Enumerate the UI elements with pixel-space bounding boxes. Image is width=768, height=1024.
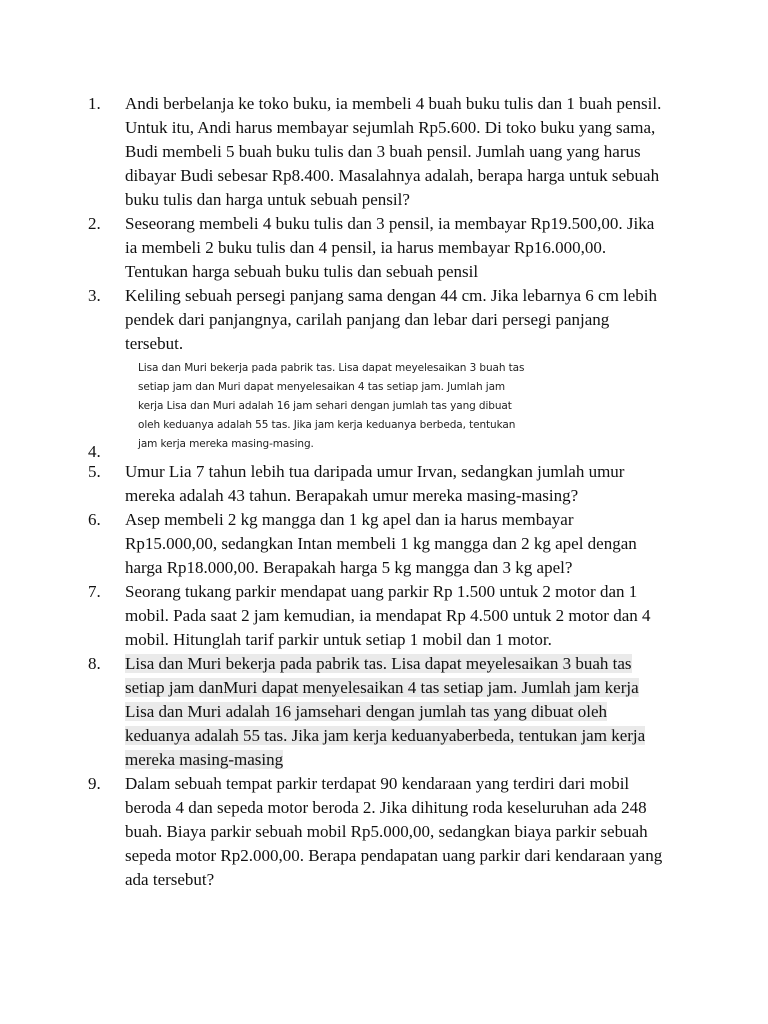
embedded-question-image bbox=[138, 359, 528, 454]
question-text: Umur Lia 7 tahun lebih tua daripada umur Irvan, sedangkan jumlah umur mereka adalah 43 tahun. Berapakah umur mereka masing-masing? bbox=[125, 462, 625, 505]
question-number: 3. bbox=[88, 286, 101, 305]
question-text-wrapper bbox=[125, 652, 665, 772]
embedded-text-line: setiap jam dan Muri dapat menyelesaikan 4 tas setiap jam. Jumlah jam bbox=[138, 381, 506, 393]
question-text: Dalam sebuah tempat parkir terdapat 90 kendaraan yang terdiri dari mobil beroda 4 dan sepeda motor beroda 2. Jika dihitung roda keseluruhan ada 248 buah. Biaya parkir sebuah mobil Rp5.000,00, sedangkan biaya parkir sebuah sepeda motor Rp2.000,00. Berapa pendapatan uang parkir dari kendaraan yang ada tersebut? bbox=[125, 774, 663, 889]
embedded-text-line: jam kerja mereka masing-masing. bbox=[138, 438, 314, 450]
question-text: Keliling sebuah persegi panjang sama dengan 44 cm. Jika lebarnya 6 cm lebih pendek dari panjangnya, carilah panjang dan lebar dari persegi panjang tersebut. bbox=[125, 286, 658, 353]
question-number: 2. bbox=[88, 214, 101, 233]
embedded-text-line: oleh keduanya adalah 55 tas. Jika jam kerja keduanya berbeda, tentukan bbox=[138, 419, 516, 431]
question-text: Andi berbelanja ke toko buku, ia membeli 4 buah buku tulis dan 1 buah pensil. Untuk itu, Andi harus membayar sejumlah Rp5.600. Di toko buku yang sama, Budi membeli 5 buah buku tulis dan 3 buah pensil. Jumlah uang yang harus dibayar Budi sebesar Rp8.400. Masalahnya adalah, berapa harga untuk sebuah buku tulis dan harga untuk sebuah pensil? bbox=[125, 94, 662, 209]
question-number: 9. bbox=[88, 774, 101, 793]
embedded-text-line: Lisa dan Muri bekerja pada pabrik tas. Lisa dapat meyelesaikan 3 buah tas bbox=[138, 362, 525, 374]
question-text: Seorang tukang parkir mendapat uang parkir Rp 1.500 untuk 2 motor dan 1 mobil. Pada saat 2 jam kemudian, ia mendapat Rp 4.500 untuk 2 motor dan 4 mobil. Hitunglah tarif parkir untuk setiap 1 mobil dan 1 motor. bbox=[125, 582, 651, 649]
embedded-text-line: kerja Lisa dan Muri adalah 16 jam sehari dengan jumlah tas yang dibuat bbox=[138, 400, 512, 412]
question-number: 1. bbox=[88, 94, 101, 113]
question-number: 5. bbox=[88, 462, 101, 481]
question-text: Asep membeli 2 kg mangga dan 1 kg apel dan ia harus membayar Rp15.000,00, sedangkan Intan membeli 1 kg mangga dan 2 kg apel dengan harga Rp18.000,00. Berapakah harga 5 kg mangga dan 3 kg apel? bbox=[125, 510, 637, 577]
question-number: 4. bbox=[88, 442, 101, 461]
question-number: 8. bbox=[88, 654, 101, 673]
question-number: 6. bbox=[88, 510, 101, 529]
question-number: 7. bbox=[88, 582, 101, 601]
question-text: Seseorang membeli 4 buku tulis dan 3 pensil, ia membayar Rp19.500,00. Jika ia membeli 2 buku tulis dan 4 pensil, ia harus membayar Rp16.000,00. Tentukan harga sebuah buku tulis dan sebuah pensil bbox=[125, 214, 655, 281]
question-text-highlighted: Lisa dan Muri bekerja pada pabrik tas. Lisa dapat meyelesaikan 3 buah tas setiap jam danMuri dapat menyelesaikan 4 tas setiap jam. Jumlah jam kerja Lisa dan Muri adalah 16 jamsehari dengan jumlah tas yang dibuat oleh keduanya adalah 55 tas. Jika jam kerja keduanyaberbeda, tentukan jam kerja mereka masing-masing bbox=[125, 654, 646, 769]
